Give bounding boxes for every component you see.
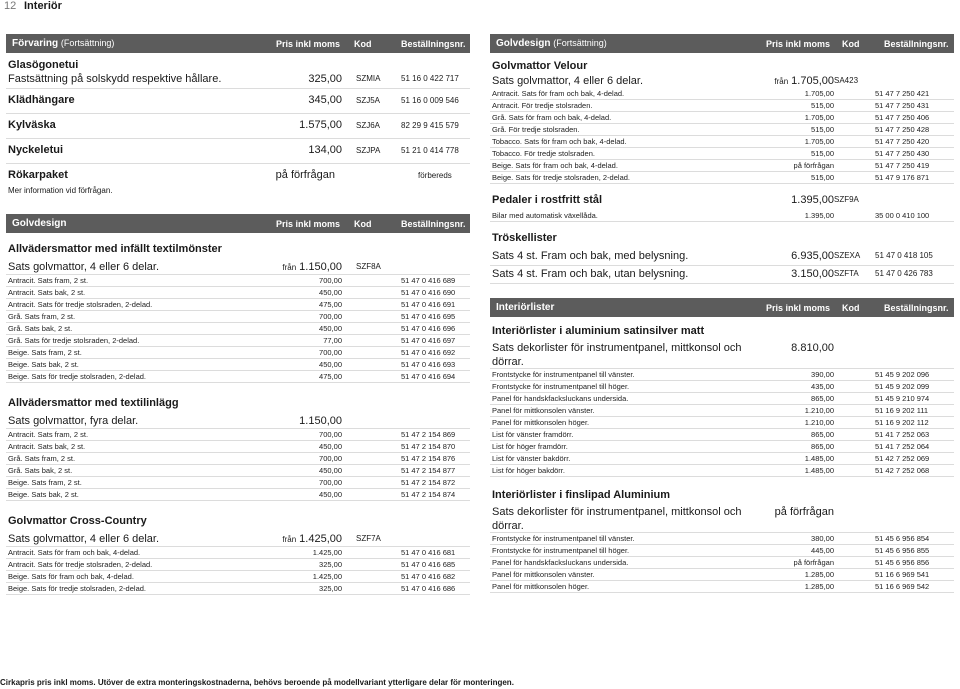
- variant-order-number: 51 41 7 252 063: [875, 430, 930, 439]
- variant-row: [6, 311, 470, 323]
- variant-desc: Antracit. Sats fram, 2 st.: [8, 430, 89, 439]
- variant-row: [6, 429, 470, 441]
- variant-desc: Beige. Sats för fram och bak, 4-delad.: [492, 161, 618, 170]
- product-main-row: Sats 4 st. Fram och bak, med belysning. 6.935,00 SZEXA 51 47 0 418 105: [490, 248, 954, 266]
- variant-row: [6, 359, 470, 371]
- variant-row: [6, 371, 470, 383]
- variant-price: 1.705,00: [804, 113, 834, 122]
- variant-price: 435,00: [811, 382, 834, 391]
- variant-order-number: 51 47 7 250 420: [875, 137, 930, 146]
- variant-price: 1.485,00: [804, 466, 834, 475]
- product-main-row-cont: dörrar.: [490, 519, 954, 533]
- variant-price: 450,00: [319, 324, 342, 333]
- variant-price: 515,00: [811, 101, 834, 110]
- variant-row: [6, 275, 470, 287]
- variant-desc: List för höger bakdörr.: [492, 466, 565, 475]
- variant-desc: Grå. Sats bak, 2 st.: [8, 466, 73, 475]
- variant-order-number: 51 47 0 416 691: [401, 300, 456, 309]
- variant-row: [490, 160, 954, 172]
- variant-desc: Beige. Sats för tredje stolsraden, 2-delad.: [492, 173, 630, 182]
- variant-price: 1.705,00: [804, 137, 834, 146]
- variant-row: [490, 581, 954, 593]
- variant-list: [490, 210, 954, 222]
- variant-row: [490, 172, 954, 184]
- variant-price: 865,00: [811, 442, 834, 451]
- variant-price: 450,00: [319, 442, 342, 451]
- variant-row: [6, 571, 470, 583]
- variant-price: 77,00: [323, 336, 342, 345]
- variant-price: 700,00: [319, 430, 342, 439]
- variant-order-number: 51 47 0 416 692: [401, 348, 456, 357]
- variant-order-number: 51 45 6 956 854: [875, 534, 930, 543]
- variant-desc: Grå. Sats för tredje stolsraden, 2-delad.: [8, 336, 140, 345]
- variant-desc: Beige. Sats bak, 2 st.: [8, 490, 79, 499]
- variant-order-number: 51 47 0 416 689: [401, 276, 456, 285]
- variant-row: [6, 465, 470, 477]
- variant-row: [490, 369, 954, 381]
- variant-list: [490, 369, 954, 477]
- variant-desc: Beige. Sats för fram och bak, 4-delad.: [8, 572, 134, 581]
- variant-row: [490, 405, 954, 417]
- variant-row: [6, 477, 470, 489]
- variant-desc: Frontstycke för instrumentpanel till höger.: [492, 382, 630, 391]
- variant-desc: Antracit. Sats bak, 2 st.: [8, 442, 86, 451]
- variant-order-number: 51 47 0 416 696: [401, 324, 456, 333]
- variant-order-number: 51 47 2 154 877: [401, 466, 456, 475]
- product-main-row: Sats dekorlister för instrumentpanel, mittkonsol och 8.810,00: [492, 342, 834, 354]
- product-main-row: Sats 4 st. Fram och bak, utan belysning. 3.150,00 SZFTA 51 47 0 426 783: [490, 266, 954, 284]
- variant-price: 475,00: [319, 372, 342, 381]
- variant-order-number: 51 45 9 210 974: [875, 394, 930, 403]
- variant-desc: Panel för handskfacksluckans undersida.: [492, 558, 629, 567]
- variant-desc: Antracit. Sats bak, 2 st.: [8, 288, 86, 297]
- variant-desc: Beige. Sats för tredje stolsraden, 2-delad.: [8, 584, 146, 593]
- variant-desc: List för vänster framdörr.: [492, 430, 574, 439]
- variant-list: [6, 275, 470, 383]
- variant-desc: Beige. Sats fram, 2 st.: [8, 348, 82, 357]
- variant-row: [6, 299, 470, 311]
- variant-order-number: 51 47 7 250 406: [875, 113, 930, 122]
- variant-row: [6, 347, 470, 359]
- variant-row: [490, 136, 954, 148]
- variant-desc: Grå. Sats för fram och bak, 4-delad.: [492, 113, 612, 122]
- variant-row: [6, 489, 470, 501]
- variant-price: 325,00: [319, 584, 342, 593]
- section-header-golvdesign-cont: Golvdesign (Fortsättning) Pris inkl moms Kod Beställningsnr.: [490, 34, 954, 53]
- variant-order-number: 51 47 0 416 681: [401, 548, 456, 557]
- col-header-order: Beställningsnr.: [401, 39, 466, 49]
- variant-desc: Grå. För tredje stolsraden.: [492, 125, 580, 134]
- product-group-title: Interiörlister i aluminium satinsilver matt: [492, 325, 705, 337]
- variant-list: [6, 429, 470, 501]
- variant-order-number: 51 16 6 969 541: [875, 570, 930, 579]
- variant-row: [490, 453, 954, 465]
- variant-price: 1.210,00: [804, 406, 834, 415]
- variant-order-number: 51 47 0 416 686: [401, 584, 456, 593]
- variant-desc: Bilar med automatisk växellåda.: [492, 211, 598, 220]
- variant-price: 1.425,00: [312, 572, 342, 581]
- variant-order-number: 51 47 0 416 682: [401, 572, 456, 581]
- variant-list: [490, 88, 954, 184]
- product-row: Kylväska 1.575,00 SZJ6A 82 29 9 415 579: [6, 114, 470, 139]
- variant-order-number: 51 47 0 416 697: [401, 336, 456, 345]
- product-main-row: Sats dekorlister för instrumentpanel, mittkonsol och på förfrågan: [492, 506, 834, 518]
- variant-list: [6, 547, 470, 595]
- variant-order-number: 51 45 9 202 099: [875, 382, 930, 391]
- product-row: Rökarpaket på förfrågan förbereds: [8, 169, 452, 181]
- info-note: Mer information vid förfrågan.: [8, 186, 113, 195]
- variant-desc: Tobacco. Sats för fram och bak, 4-delad.: [492, 137, 627, 146]
- variant-desc: Grå. Sats fram, 2 st.: [8, 312, 76, 321]
- variant-row: [490, 381, 954, 393]
- variant-desc: Frontstycke för instrumentpanel till vänster.: [492, 534, 635, 543]
- variant-order-number: 51 45 6 956 856: [875, 558, 930, 567]
- variant-row: [490, 569, 954, 581]
- variant-row: [490, 88, 954, 100]
- variant-order-number: 51 47 0 416 695: [401, 312, 456, 321]
- variant-row: [490, 112, 954, 124]
- variant-price: 1.395,00: [804, 211, 834, 220]
- right-column: [490, 34, 954, 593]
- variant-desc: Tobacco. För tredje stolsraden.: [492, 149, 595, 158]
- variant-price: 515,00: [811, 173, 834, 182]
- variant-order-number: 51 47 9 176 871: [875, 173, 930, 182]
- variant-desc: Grå. Sats bak, 2 st.: [8, 324, 73, 333]
- variant-order-number: 51 47 0 416 690: [401, 288, 456, 297]
- variant-desc: Panel för mittkonsolen vänster.: [492, 406, 595, 415]
- variant-order-number: 51 47 2 154 869: [401, 430, 456, 439]
- variant-order-number: 51 16 9 202 111: [875, 406, 929, 415]
- product-group-title: Golvmattor Velour: [492, 60, 588, 72]
- variant-row: [6, 323, 470, 335]
- variant-price: 700,00: [319, 454, 342, 463]
- variant-price: 700,00: [319, 276, 342, 285]
- variant-order-number: 35 00 0 410 100: [875, 211, 930, 220]
- product-group-title: Allvädersmattor med infällt textilmönster: [8, 243, 222, 255]
- variant-order-number: 51 42 7 252 069: [875, 454, 930, 463]
- variant-desc: Antracit. Sats för tredje stolsraden, 2-delad.: [8, 560, 153, 569]
- product-title: Glasögonetui: [8, 59, 79, 71]
- variant-order-number: 51 41 7 252 064: [875, 442, 930, 451]
- variant-price: 450,00: [319, 360, 342, 369]
- variant-desc: Beige. Sats för tredje stolsraden, 2-delad.: [8, 372, 146, 381]
- variant-price: 445,00: [811, 546, 834, 555]
- product-group-title: Allvädersmattor med textilinlägg: [8, 397, 179, 409]
- variant-order-number: 51 47 0 416 693: [401, 360, 456, 369]
- variant-desc: Antracit. Sats för fram och bak, 4-delad.: [8, 548, 141, 557]
- variant-row: [490, 148, 954, 160]
- product-row: Fastsättning på solskydd respektive hållare. 325,00 SZMIA 51 16 0 422 717: [6, 71, 470, 89]
- variant-row: [490, 124, 954, 136]
- variant-price: 1.210,00: [804, 418, 834, 427]
- product-row: Klädhängare 345,00 SZJ5A 51 16 0 009 546: [6, 89, 470, 114]
- variant-price: på förfrågan: [793, 558, 834, 567]
- variant-row: [6, 559, 470, 571]
- variant-desc: Antracit. Sats för tredje stolsraden, 2-delad.: [8, 300, 153, 309]
- variant-price: 1.285,00: [804, 582, 834, 591]
- product-group-title: Golvmattor Cross-Country: [8, 515, 147, 527]
- variant-row: [490, 393, 954, 405]
- variant-row: [490, 533, 954, 545]
- variant-desc: Antracit. Sats för fram och bak, 4-delad.: [492, 89, 625, 98]
- product-group-title: Tröskellister: [492, 232, 557, 244]
- page-header: [0, 0, 960, 16]
- variant-price: 700,00: [319, 348, 342, 357]
- variant-row: [490, 441, 954, 453]
- variant-desc: Panel för handskfacksluckans undersida.: [492, 394, 629, 403]
- variant-order-number: 51 45 6 956 855: [875, 546, 930, 555]
- variant-desc: Panel för mittkonsolen höger.: [492, 418, 590, 427]
- product-main-row: Sats golvmattor, fyra delar. 1.150,00: [6, 413, 470, 429]
- variant-price: 475,00: [319, 300, 342, 309]
- variant-order-number: 51 47 2 154 870: [401, 442, 456, 451]
- section-title: Förvaring: [12, 38, 59, 49]
- variant-desc: Antracit. Sats fram, 2 st.: [8, 276, 89, 285]
- variant-price: 450,00: [319, 490, 342, 499]
- variant-desc: Frontstycke för instrumentpanel till vänster.: [492, 370, 635, 379]
- variant-row: [6, 547, 470, 559]
- product-row: Nyckeletui 134,00 SZJPA 51 21 0 414 778: [6, 139, 470, 164]
- variant-row: [6, 335, 470, 347]
- variant-order-number: 51 47 7 250 428: [875, 125, 930, 134]
- footer-note: Cirkapris pris inkl moms. Utöver de extra monteringskostnaderna, behövs beroende på modellvariant ytterligare delar för monteringen.: [0, 678, 514, 687]
- product-main-row: Sats golvmattor, 4 eller 6 delar. från 1.150,00 SZF8A: [6, 259, 470, 275]
- product-main-row: Sats golvmattor, 4 eller 6 delar. från 1.425,00 SZF7A: [6, 531, 470, 547]
- variant-order-number: 51 47 2 154 876: [401, 454, 456, 463]
- product-main-row-cont: dörrar.: [490, 355, 954, 369]
- section-header-forvaring: [6, 34, 470, 53]
- page-title: Interiör: [24, 0, 62, 12]
- product-main-row: Pedaler i rostfritt stål 1.395,00 SZF9A: [492, 194, 859, 206]
- variant-price: 390,00: [811, 370, 834, 379]
- variant-order-number: 51 47 7 250 419: [875, 161, 930, 170]
- variant-price: 1.285,00: [804, 570, 834, 579]
- variant-order-number: 51 47 7 250 430: [875, 149, 930, 158]
- variant-price: 700,00: [319, 312, 342, 321]
- variant-order-number: 51 47 7 250 431: [875, 101, 930, 110]
- variant-desc: List för höger framdörr.: [492, 442, 568, 451]
- variant-desc: Antracit. För tredje stolsraden.: [492, 101, 593, 110]
- variant-row: [6, 453, 470, 465]
- variant-order-number: 51 42 7 252 068: [875, 466, 930, 475]
- section-header-interiorlister: Interiörlister Pris inkl moms Kod Beställningsnr.: [490, 298, 954, 317]
- variant-price: 325,00: [319, 560, 342, 569]
- product-group-title: Interiörlister i finslipad Aluminium: [492, 489, 671, 501]
- variant-price: 515,00: [811, 125, 834, 134]
- variant-price: 700,00: [319, 478, 342, 487]
- variant-row: [490, 545, 954, 557]
- variant-order-number: 51 47 0 416 685: [401, 560, 456, 569]
- variant-row: [490, 429, 954, 441]
- variant-order-number: 51 47 2 154 874: [401, 490, 456, 499]
- variant-price: 865,00: [811, 430, 834, 439]
- variant-desc: Beige. Sats bak, 2 st.: [8, 360, 79, 369]
- section-header-golvdesign: Golvdesign Pris inkl moms Kod Beställningsnr.: [6, 214, 470, 233]
- left-column: [6, 34, 470, 595]
- variant-row: [6, 287, 470, 299]
- variant-price: 1.425,00: [312, 548, 342, 557]
- variant-order-number: 51 47 2 154 872: [401, 478, 456, 487]
- col-header-price: Pris inkl moms: [276, 39, 341, 49]
- variant-price: 380,00: [811, 534, 834, 543]
- variant-desc: Panel för mittkonsolen höger.: [492, 582, 590, 591]
- variant-row: [6, 583, 470, 595]
- variant-desc: Grå. Sats fram, 2 st.: [8, 454, 76, 463]
- col-header-code: Kod: [354, 39, 372, 49]
- variant-row: [6, 441, 470, 453]
- variant-price: på förfrågan: [793, 161, 834, 170]
- variant-desc: Panel för mittkonsolen vänster.: [492, 570, 595, 579]
- variant-desc: Beige. Sats fram, 2 st.: [8, 478, 82, 487]
- variant-price: 450,00: [319, 288, 342, 297]
- variant-row: [490, 100, 954, 112]
- section-subtitle: (Fortsättning): [60, 38, 115, 48]
- variant-row: [490, 465, 954, 477]
- variant-row: [490, 557, 954, 569]
- variant-row: [490, 417, 954, 429]
- variant-order-number: 51 16 9 202 112: [875, 418, 929, 427]
- variant-order-number: 51 47 0 416 694: [401, 372, 456, 381]
- variant-order-number: 51 47 7 250 421: [875, 89, 930, 98]
- product-main-row: Sats golvmattor, 4 eller 6 delar. från 1.705,00 SA423: [492, 75, 859, 87]
- page-number: 12: [4, 0, 17, 12]
- variant-row: [490, 210, 954, 222]
- variant-list: [490, 533, 954, 593]
- variant-price: 515,00: [811, 149, 834, 158]
- variant-price: 1.485,00: [804, 454, 834, 463]
- variant-order-number: 51 45 9 202 096: [875, 370, 930, 379]
- variant-price: 450,00: [319, 466, 342, 475]
- variant-desc: List för vänster bakdörr.: [492, 454, 571, 463]
- variant-order-number: 51 16 6 969 542: [875, 582, 930, 591]
- variant-desc: Frontstycke för instrumentpanel till höger.: [492, 546, 630, 555]
- variant-price: 865,00: [811, 394, 834, 403]
- variant-price: 1.705,00: [804, 89, 834, 98]
